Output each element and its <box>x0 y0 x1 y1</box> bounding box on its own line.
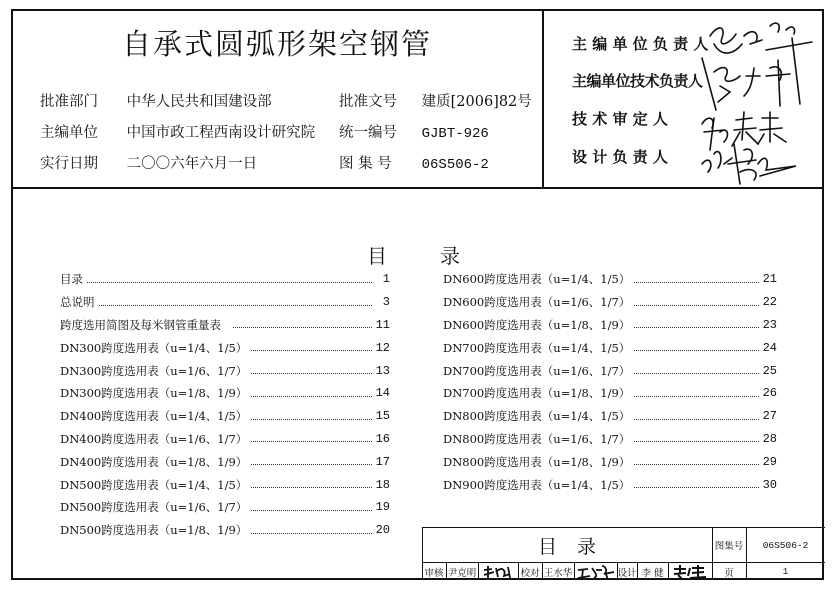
toc-item-page: 18 <box>375 477 390 492</box>
toc-item[interactable] <box>443 291 777 314</box>
toc-item-label: DN300跨度选用表（u=1/6、1/7） <box>60 363 248 378</box>
toc-item[interactable] <box>60 450 390 473</box>
leader-dots <box>634 282 758 283</box>
resp-chief-unit-head <box>572 33 708 54</box>
meta-label: 图 集 号 <box>339 156 392 172</box>
signature-icon <box>480 564 516 580</box>
meta-value: 建质[2006]82号 <box>421 94 532 110</box>
leader-dots <box>634 305 758 306</box>
toc-item[interactable] <box>60 473 390 496</box>
toc-item[interactable] <box>60 428 390 451</box>
toc-item-label: DN800跨度选用表（u=1/8、1/9） <box>443 454 631 469</box>
leader-dots <box>634 396 758 397</box>
resp-label: 设 计 负 责 人 <box>572 148 668 166</box>
sheet-title: 目录 <box>537 535 616 558</box>
toc-item-page: 26 <box>762 386 777 401</box>
leader-dots <box>251 396 371 397</box>
toc-item[interactable] <box>443 382 777 405</box>
toc-item[interactable] <box>443 314 777 337</box>
toc-item-label: 跨度选用简图及每米钢管重量表 <box>60 317 221 332</box>
leader-dots <box>87 282 372 283</box>
resp-label: 技 术 审 定 人 <box>572 110 668 128</box>
document-title: 自承式圆弧形架空钢管 <box>121 27 432 61</box>
atlas-no-value: 06S506-2 <box>762 539 809 551</box>
resp-label: 主编单位技术负责人 <box>572 72 703 90</box>
toc-item-page: 3 <box>382 295 390 310</box>
toc-item-page: 22 <box>762 295 777 310</box>
toc-item-label: DN600跨度选用表（u=1/8、1/9） <box>443 317 631 332</box>
toc-item[interactable] <box>60 268 390 291</box>
leader-dots <box>251 533 371 534</box>
toc-item-label: DN400跨度选用表（u=1/8、1/9） <box>60 454 248 469</box>
leader-dots <box>251 510 371 511</box>
toc-item-label: DN500跨度选用表（u=1/6、1/7） <box>60 500 248 515</box>
resp-label: 主 编 单 位 负 责 人 <box>572 35 709 53</box>
toc-item-page: 11 <box>375 317 390 332</box>
leader-dots <box>251 419 371 420</box>
meta-label: 实行日期 <box>40 156 98 172</box>
review-name: 尹克明 <box>447 567 477 579</box>
toc-item-page: 20 <box>375 523 390 538</box>
meta-value: 二〇〇六年六月一日 <box>126 156 258 172</box>
leader-dots <box>634 419 758 420</box>
toc-item-page: 17 <box>375 454 390 469</box>
toc-item-page: 12 <box>375 340 390 355</box>
toc-item[interactable] <box>443 450 777 473</box>
toc-item-label: DN600跨度选用表（u=1/6、1/7） <box>443 295 631 310</box>
toc-item-page: 23 <box>762 317 777 332</box>
leader-dots <box>251 441 371 442</box>
toc-item-page: 19 <box>375 500 390 515</box>
toc-item-page: 27 <box>762 409 777 424</box>
resp-design-head <box>572 146 668 167</box>
toc-item[interactable] <box>443 473 777 496</box>
toc-item[interactable] <box>60 496 390 519</box>
toc-item-label: DN400跨度选用表（u=1/6、1/7） <box>60 431 248 446</box>
header-divider <box>11 187 824 189</box>
toc-item[interactable] <box>443 268 777 291</box>
toc-heading-left: 目 <box>367 244 387 268</box>
resp-chief-tech-head <box>572 70 703 91</box>
toc-item-label: DN400跨度选用表（u=1/4、1/5） <box>60 409 248 424</box>
meta-approval-doc-no <box>339 90 532 111</box>
toc-item[interactable] <box>60 291 390 314</box>
meta-label: 批准文号 <box>339 94 397 110</box>
toc-item-label: DN600跨度选用表（u=1/4、1/5） <box>443 272 631 287</box>
leader-dots <box>634 464 758 465</box>
check-name: 王水华 <box>543 567 573 579</box>
toc-item-label: 总说明 <box>60 295 95 310</box>
signature-scribbles <box>700 14 825 186</box>
meta-approval-dept <box>40 90 272 111</box>
design-name: 李 健 <box>641 567 664 579</box>
leader-dots <box>634 350 758 351</box>
toc-item-page: 14 <box>375 386 390 401</box>
toc-item-label: DN700跨度选用表（u=1/8、1/9） <box>443 386 631 401</box>
check-signature <box>574 563 617 580</box>
toc-item-label: DN700跨度选用表（u=1/4、1/5） <box>443 340 631 355</box>
meta-atlas-no <box>339 152 489 173</box>
toc-item-label: DN800跨度选用表（u=1/4、1/5） <box>443 409 631 424</box>
toc-item-page: 13 <box>375 363 390 378</box>
page-value: 1 <box>782 566 789 577</box>
toc-item-page: 21 <box>762 272 777 287</box>
signature-icon <box>576 564 616 580</box>
toc-item-page: 24 <box>762 340 777 355</box>
leader-dots <box>634 327 758 328</box>
leader-dots <box>99 305 373 306</box>
toc-item[interactable] <box>443 428 777 451</box>
toc-item-label: DN900跨度选用表（u=1/4、1/5） <box>443 477 631 492</box>
meta-value: 中国市政工程西南设计研究院 <box>126 125 316 141</box>
meta-editing-unit <box>40 121 315 142</box>
toc-item-page: 30 <box>762 477 777 492</box>
design-signature <box>668 563 712 580</box>
toc-item-page: 1 <box>382 272 390 287</box>
toc-heading-right: 录 <box>440 244 460 268</box>
resp-tech-reviewer <box>572 108 668 129</box>
toc-item-page: 28 <box>762 431 777 446</box>
meta-label: 统一编号 <box>339 125 397 141</box>
toc-right-column <box>443 268 777 496</box>
toc-item-page: 29 <box>762 454 777 469</box>
leader-dots <box>634 373 758 374</box>
toc-item[interactable] <box>60 359 390 382</box>
leader-dots <box>233 327 372 328</box>
toc-item-label: DN300跨度选用表（u=1/4、1/5） <box>60 340 248 355</box>
toc-item[interactable] <box>443 405 777 428</box>
toc-left-column <box>60 268 390 542</box>
meta-value: 06S506-2 <box>421 157 489 173</box>
meta-unified-no <box>339 121 489 142</box>
leader-dots <box>634 441 758 442</box>
meta-label: 批准部门 <box>40 94 98 110</box>
review-label: 审核 <box>424 567 444 579</box>
toc-item-label: DN800跨度选用表（u=1/6、1/7） <box>443 431 631 446</box>
toc-item-label: DN500跨度选用表（u=1/8、1/9） <box>60 523 248 538</box>
meta-value: GJBT-926 <box>421 126 489 142</box>
toc-item-page: 15 <box>375 409 390 424</box>
toc-item[interactable] <box>443 359 777 382</box>
signature-icon <box>670 564 710 580</box>
check-label: 校对 <box>520 567 540 579</box>
leader-dots <box>251 464 371 465</box>
meta-effective-date <box>40 152 257 173</box>
meta-value: 中华人民共和国建设部 <box>126 94 272 110</box>
toc-item[interactable] <box>443 336 777 359</box>
meta-label: 主编单位 <box>40 125 98 141</box>
page-label: 页 <box>724 567 734 579</box>
toc-item-label: 目录 <box>60 272 83 287</box>
toc-item[interactable] <box>60 336 390 359</box>
toc-item[interactable] <box>60 314 390 337</box>
leader-dots <box>251 487 371 488</box>
review-signature <box>478 563 518 580</box>
leader-dots <box>251 350 371 351</box>
toc-item-label: DN500跨度选用表（u=1/4、1/5） <box>60 477 248 492</box>
design-label: 设计 <box>617 567 637 579</box>
toc-item-label: DN700跨度选用表（u=1/6、1/7） <box>443 363 631 378</box>
toc-item[interactable] <box>60 519 390 542</box>
toc-item[interactable] <box>60 405 390 428</box>
toc-item-page: 25 <box>762 363 777 378</box>
toc-item-page: 16 <box>375 431 390 446</box>
toc-item[interactable] <box>60 382 390 405</box>
toc-item-label: DN300跨度选用表（u=1/8、1/9） <box>60 386 248 401</box>
leader-dots <box>251 373 371 374</box>
atlas-no-label: 图集号 <box>714 541 744 552</box>
leader-dots <box>634 487 758 488</box>
